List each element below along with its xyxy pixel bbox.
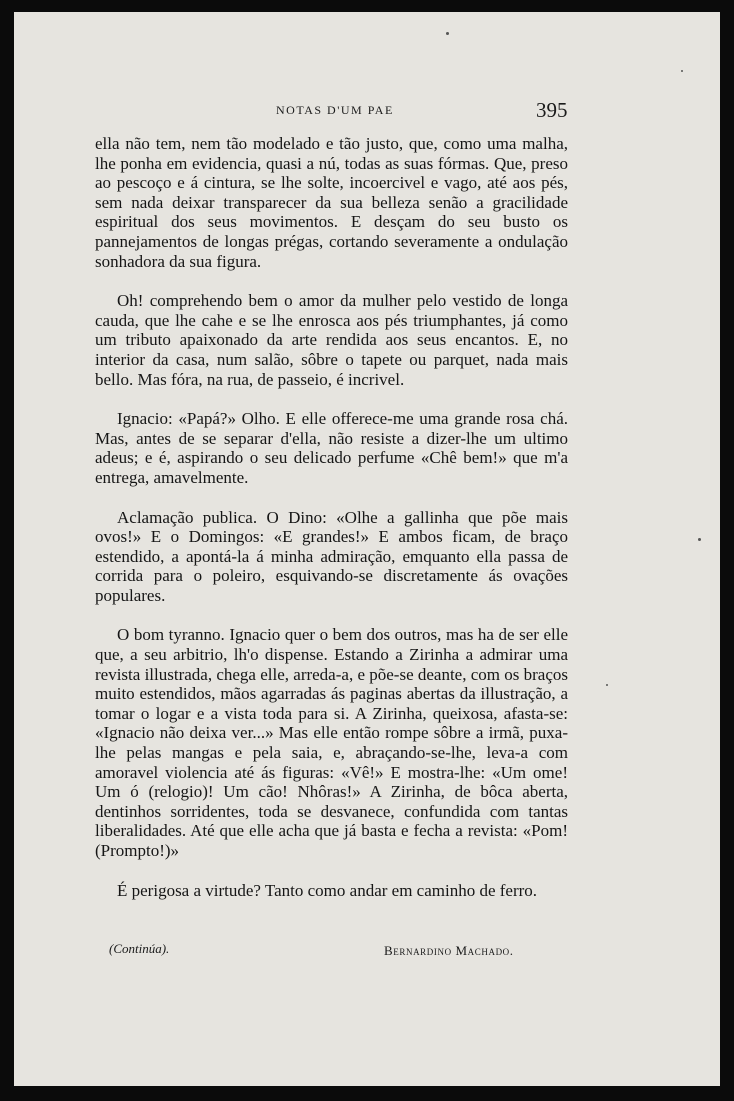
book-page <box>14 12 720 1086</box>
paragraph: ella não tem, nem tão modelado e tão justo, que, como uma malha, lhe ponha em evidencia, quasi a nú, todas as suas fórmas. Que, preso ao pescoço e á cintura, se lhe solte, incoercivel e vago, até aos pés, sem nada deixar transparecer da sua belleza senão a gracilidade espiritual dos seus movimentos. E desçam do seu busto os pannejamentos de longas prégas, cortando severamente a ondulação sonhadora da sua figura. <box>95 134 568 271</box>
page-header <box>14 98 720 125</box>
paper-speck <box>681 70 683 72</box>
page-footer <box>14 941 720 965</box>
author-signature: Bernardino Machado. <box>384 943 514 958</box>
paragraph: É perigosa a virtude? Tanto como andar em caminho de ferro. <box>117 880 538 900</box>
paper-speck <box>698 538 701 541</box>
paper-speck <box>446 32 449 35</box>
body-text <box>95 134 568 920</box>
running-title: NOTAS D'UM PAE <box>276 103 394 117</box>
paper-speck <box>606 684 608 686</box>
continuation-note: (Continúa). <box>109 941 170 956</box>
page-number: 395 <box>536 98 568 122</box>
paragraph: Ignacio: «Papá?» Olho. E elle offerece-me uma grande rosa chá. Mas, antes de se separar d'ella, não resiste a dizer-lhe um ultimo adeus; e é, aspirando o seu delicado perfume «Chê bem!» que m'a entrega, amavelmente. <box>95 409 568 487</box>
paragraph: Aclamação publica. O Dino: «Olhe a gallinha que põe mais ovos!» E o Domingos: «E grandes!» E ambos ficam, de braço estendido, a apontá-la á minha admiração, emquanto ella passa de corrida para o poleiro, esquivando-se discretamente ás ovações populares. <box>95 507 568 605</box>
paragraph: O bom tyranno. Ignacio quer o bem dos outros, mas ha de ser elle que, a seu arbitrio, lh'o dispense. Estando a Zirinha a admirar uma revista illustrada, chega elle, arreda-a, e põe-se deante, com os braços muito estendidos, mãos agarradas ás paginas abertas da illustração, a tomar o logar e a vista toda para si. A Zirinha, queixosa, afasta-se: «Ignacio não deixa ver...» Mas elle então rompe sôbre a irmã, puxa-lhe pelas mangas e pela saia, e, abraçando-se-lhe, leva-a com amoravel violencia até ás figuras: «Vê!» E mostra-lhe: «Um ome! Um ó (relogio)! Um cão! Nhôras!» A Zirinha, de bôca aberta, dentinhos sorridentes, toda se desvanece, confundida com tantas liberalidades. Até que elle acha que já basta e fecha a revista: «Pom! (Prompto!)» <box>95 625 568 860</box>
paragraph: Oh! comprehendo bem o amor da mulher pelo vestido de longa cauda, que lhe cahe e se lhe enrosca aos pés triumphantes, já como um tributo apaixonado da arte rendida aos seus encantos. E, no interior da casa, num salão, sôbre o tapete ou parquet, nada mais bello. Mas fóra, na rua, de passeio, é incrivel. <box>95 291 568 389</box>
